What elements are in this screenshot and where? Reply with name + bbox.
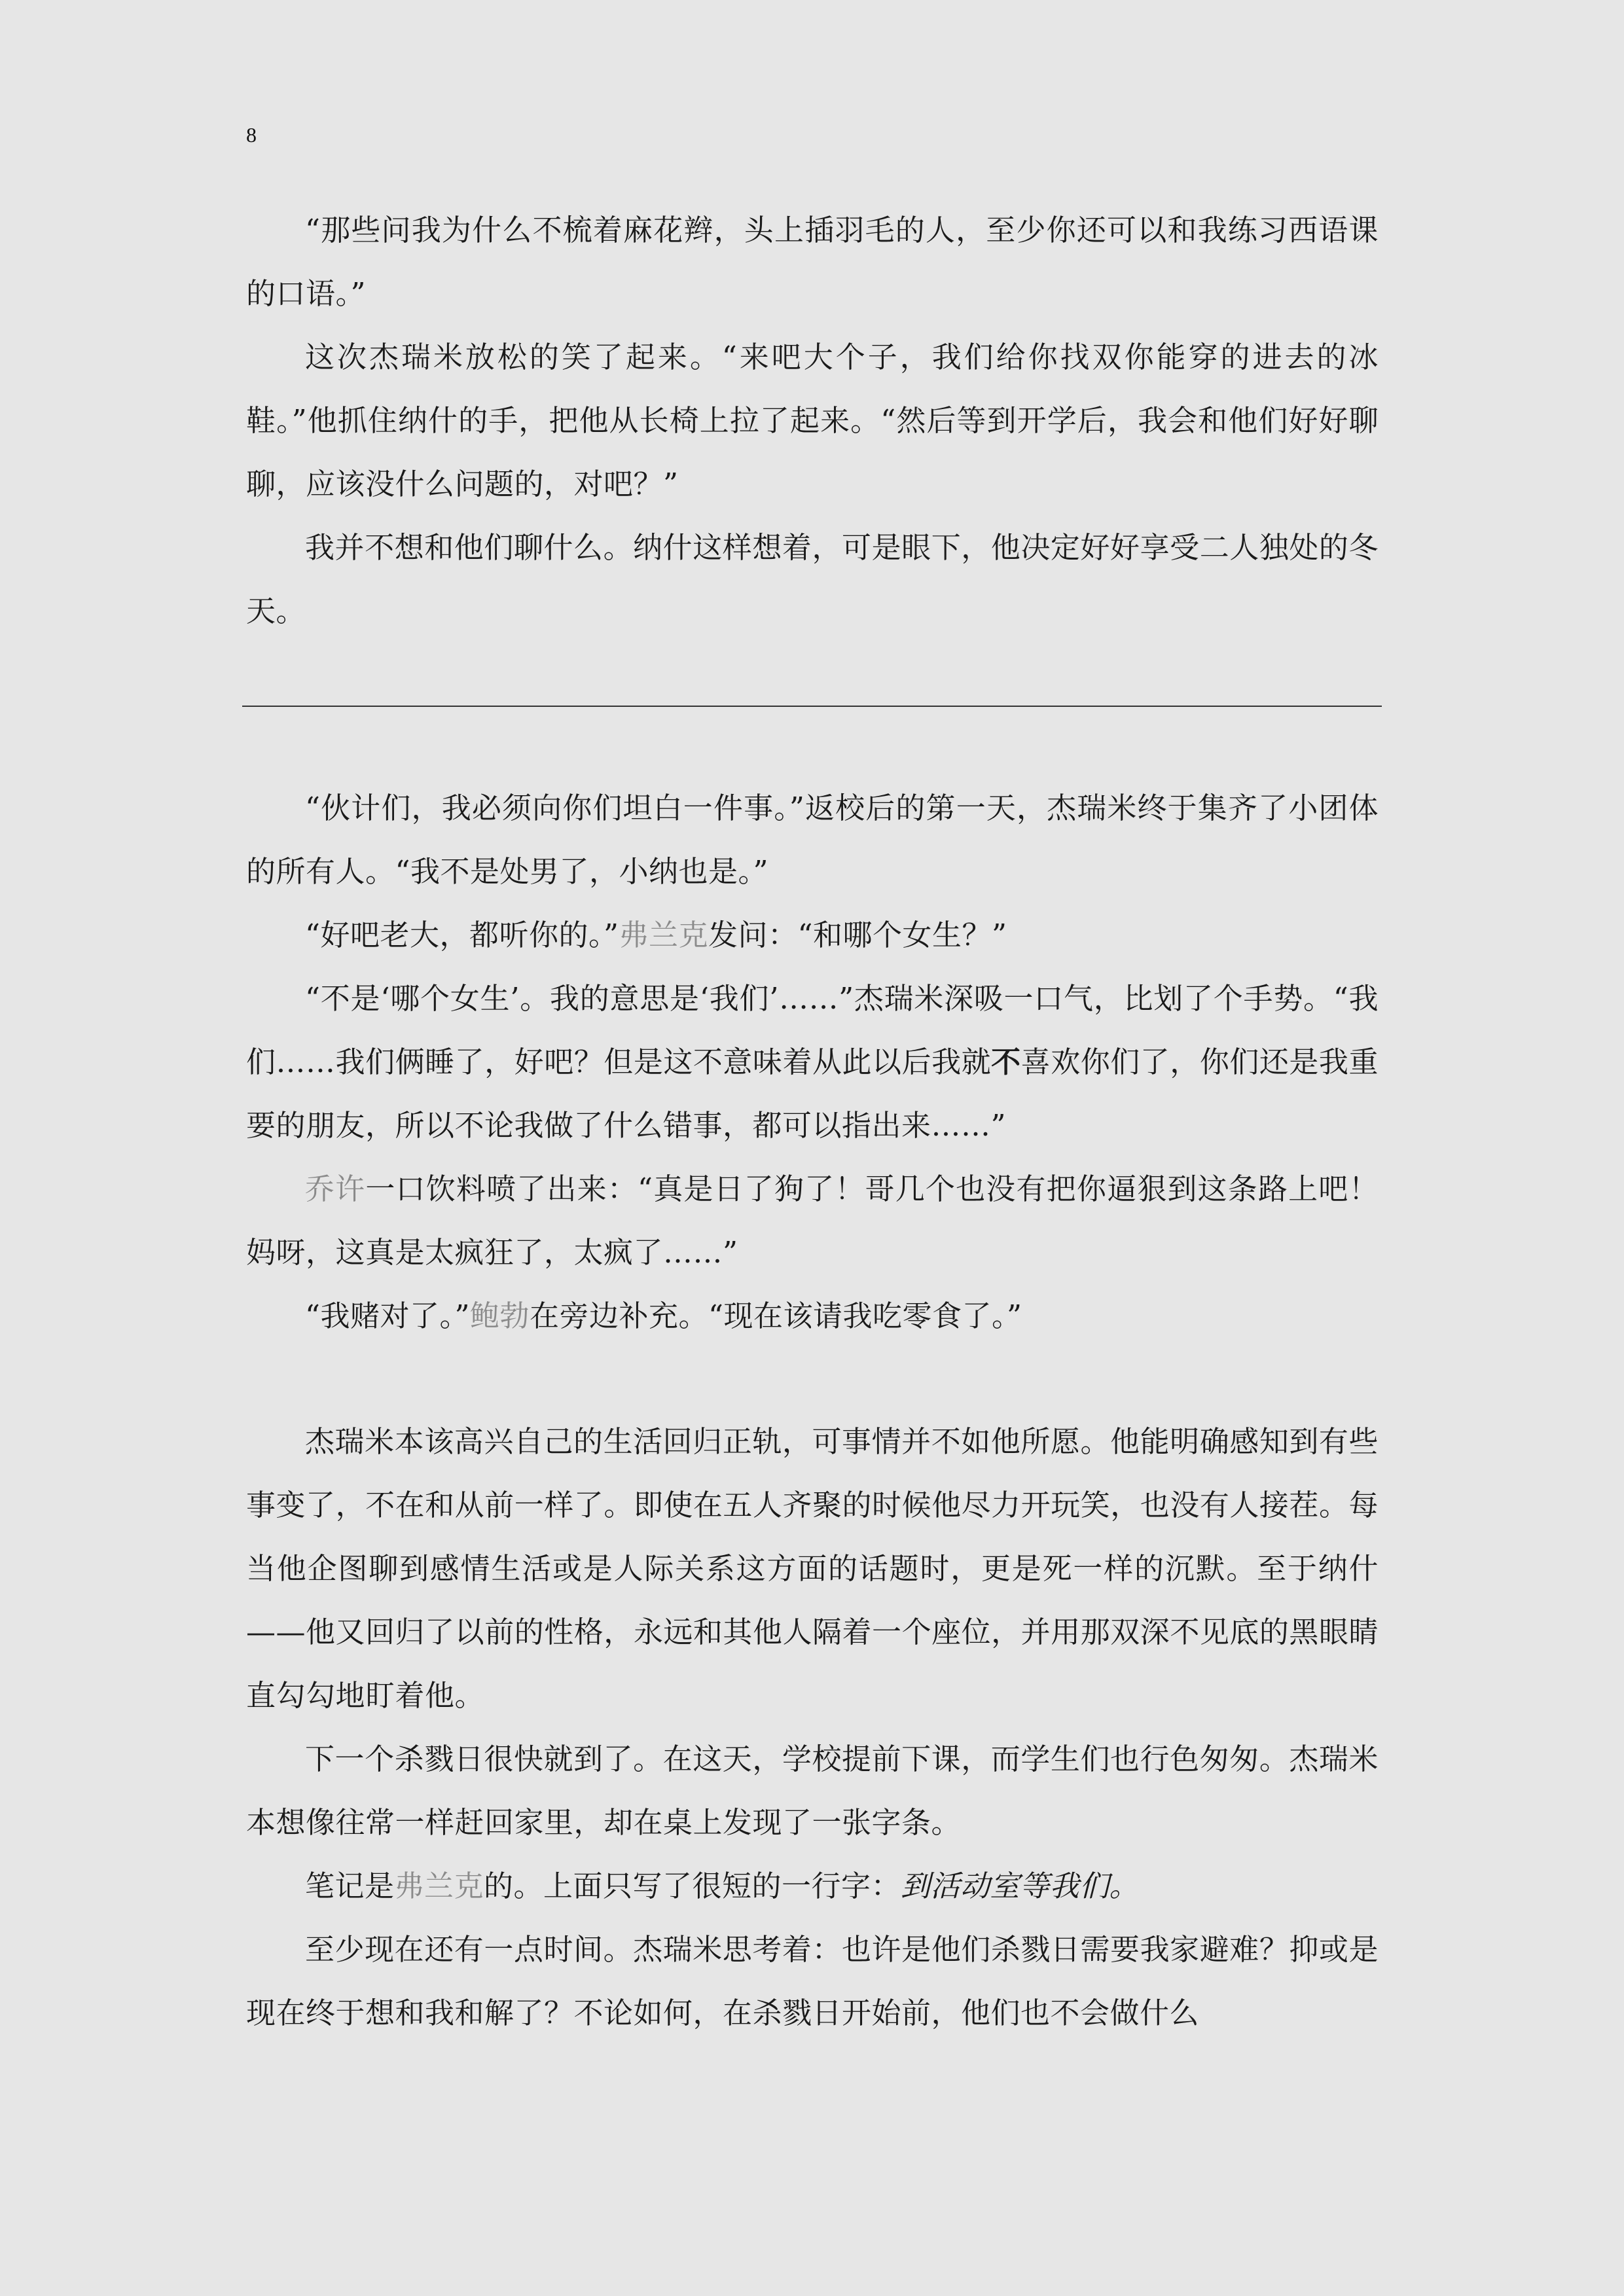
paragraph-text: 笔记是 [305,1869,395,1903]
paragraph-text: 的。上面只写了很短的一行字： [484,1869,901,1903]
paragraph: 下一个杀戮日很快就到了。在这天，学校提前下课，而学生们也行色匆匆。杰瑞米本想像往常一样赶回家里，却在桌上发现了一张字条。 [246,1742,1379,1840]
paragraph: “伙计们，我必须向你们坦白一件事。”返校后的第一天，杰瑞米终于集齐了小团体的所有人。“我不是处男了，小纳也是。” [246,791,1379,889]
paragraph-text: 在旁边补充。“现在该请我吃零食了。” [530,1299,1022,1333]
paragraph: 至少现在还有一点时间。杰瑞米思考着：也许是他们杀戮日需要我家避难？抑或是现在终于想和我和解了？不论如何，在杀戮日开始前，他们也不会做什么 [246,1932,1379,2030]
section-3 [246,1410,1379,2045]
paragraph: 这次杰瑞米放松的笑了起来。“来吧大个子，我们给你找双你能穿的进去的冰鞋。”他抓住纳什的手，把他从长椅上拉了起来。“然后等到开学后，我会和他们好好聊聊，应该没什么问题的，对吧？” [246,340,1379,501]
paragraph: 我并不想和他们聊什么。纳什这样想着，可是眼下，他决定好好享受二人独处的冬天。 [246,530,1379,628]
paragraph-text: “好吧老大，都听你的。” [305,918,619,952]
paragraph-text: 一口饮料喷了出来：“真是日了狗了！哥几个也没有把你逼狠到这条路上吧！妈呀，这真是太疯狂了，太疯了……” [246,1172,1379,1270]
page-number: 8 [246,123,257,147]
paragraph [246,1157,1379,1284]
section-1 [246,198,1379,643]
section-divider [242,706,1382,707]
paragraph-text: 发问：“和哪个女生？” [708,918,1007,952]
paragraph [246,903,1379,967]
note-text: 到活动室等我们。 [901,1869,1140,1903]
paragraph [246,1854,1379,1918]
character-name-bob: 鲍勃 [470,1299,530,1333]
paragraph-text: “不是‘哪个女生’。我的意思是‘我们’……”杰瑞米深吸一口气，比划了个手势。“我们……我们俩睡了，好吧？但是这不意味着从此以后我就 [246,981,1379,1079]
character-name-frank: 弗兰克 [619,918,709,952]
paragraph-text: 喜欢你们了，你们还是我重要的朋友，所以不论我做了什么错事，都可以指出来……” [246,1045,1379,1143]
character-name-josh: 乔许 [305,1172,366,1206]
character-name-frank: 弗兰克 [394,1869,484,1903]
paragraph [246,967,1379,1157]
paragraph: 杰瑞米本该高兴自己的生活回归正轨，可事情并不如他所愿。他能明确感知到有些事变了，不在和从前一样了。即使在五人齐聚的时候他尽力开玩笑，也没有人接茬。每当他企图聊到感情生活或是人际关系这方面的话题时，更是死一样的沉默。至于纳什——他又回归了以前的性格，永远和其他人隔着一个座位，并用那双深不见底的黑眼睛直勾勾地盯着他。 [246,1424,1379,1713]
paragraph: “那些问我为什么不梳着麻花辫，头上插羽毛的人，至少你还可以和我练习西语课的口语。” [246,213,1379,311]
section-2 [246,776,1379,1348]
paragraph [246,1284,1379,1348]
emphasized-text: 不 [991,1045,1021,1079]
paragraph-text: “我赌对了。” [305,1299,471,1333]
